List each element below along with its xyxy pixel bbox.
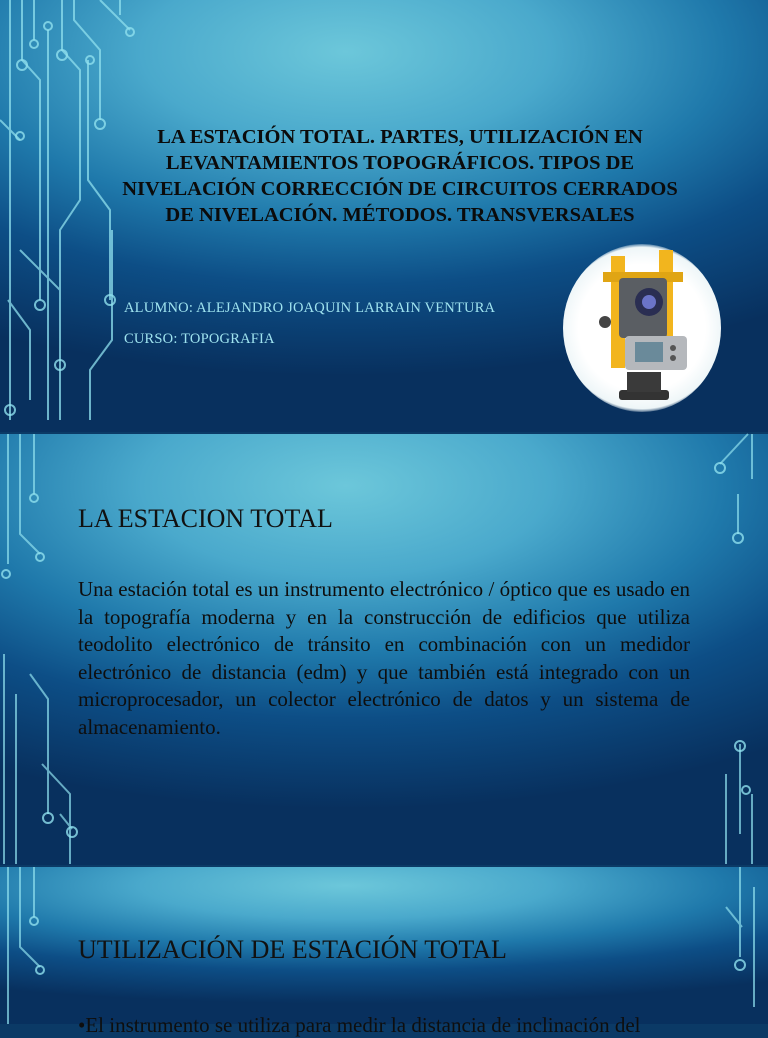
bullet-item: •El instrumento se utiliza para medir la distancia de inclinación del (78, 1013, 641, 1037)
total-station-image (563, 244, 721, 412)
content-slide (0, 434, 768, 865)
slide-title: LA ESTACIÓN TOTAL. PARTES, UTILIZACIÓN EN LEVANTAMIENTOS TOPOGRÁFICOS. TIPOS DE NIVELACIÓN CORRECCIÓN DE CIRCUITOS CERRADOS DE NIVELACIÓN. MÉTODOS. TRANSVERSALES (122, 126, 678, 226)
course-name: CURSO: TOPOGRAFIA (124, 331, 275, 347)
body-paragraph: Una estación total es un instrumento electrónico / óptico que es usado en la topografía moderna y en la construcción de edificios que utiliza teodolito electrónico de tránsito en combinación con un medidor electrónico de distancia (edm) y que también está integrado con un microprocesador, un colector electrónico de datos y un sistema de almacenamiento. (78, 577, 690, 739)
section-heading: LA ESTACION TOTAL (78, 504, 333, 533)
content-slide (0, 867, 768, 1037)
section-heading: UTILIZACIÓN DE ESTACIÓN TOTAL (78, 935, 507, 964)
title-slide (0, 0, 768, 432)
student-name: ALUMNO: ALEJANDRO JOAQUIN LARRAIN VENTURA (124, 300, 496, 316)
